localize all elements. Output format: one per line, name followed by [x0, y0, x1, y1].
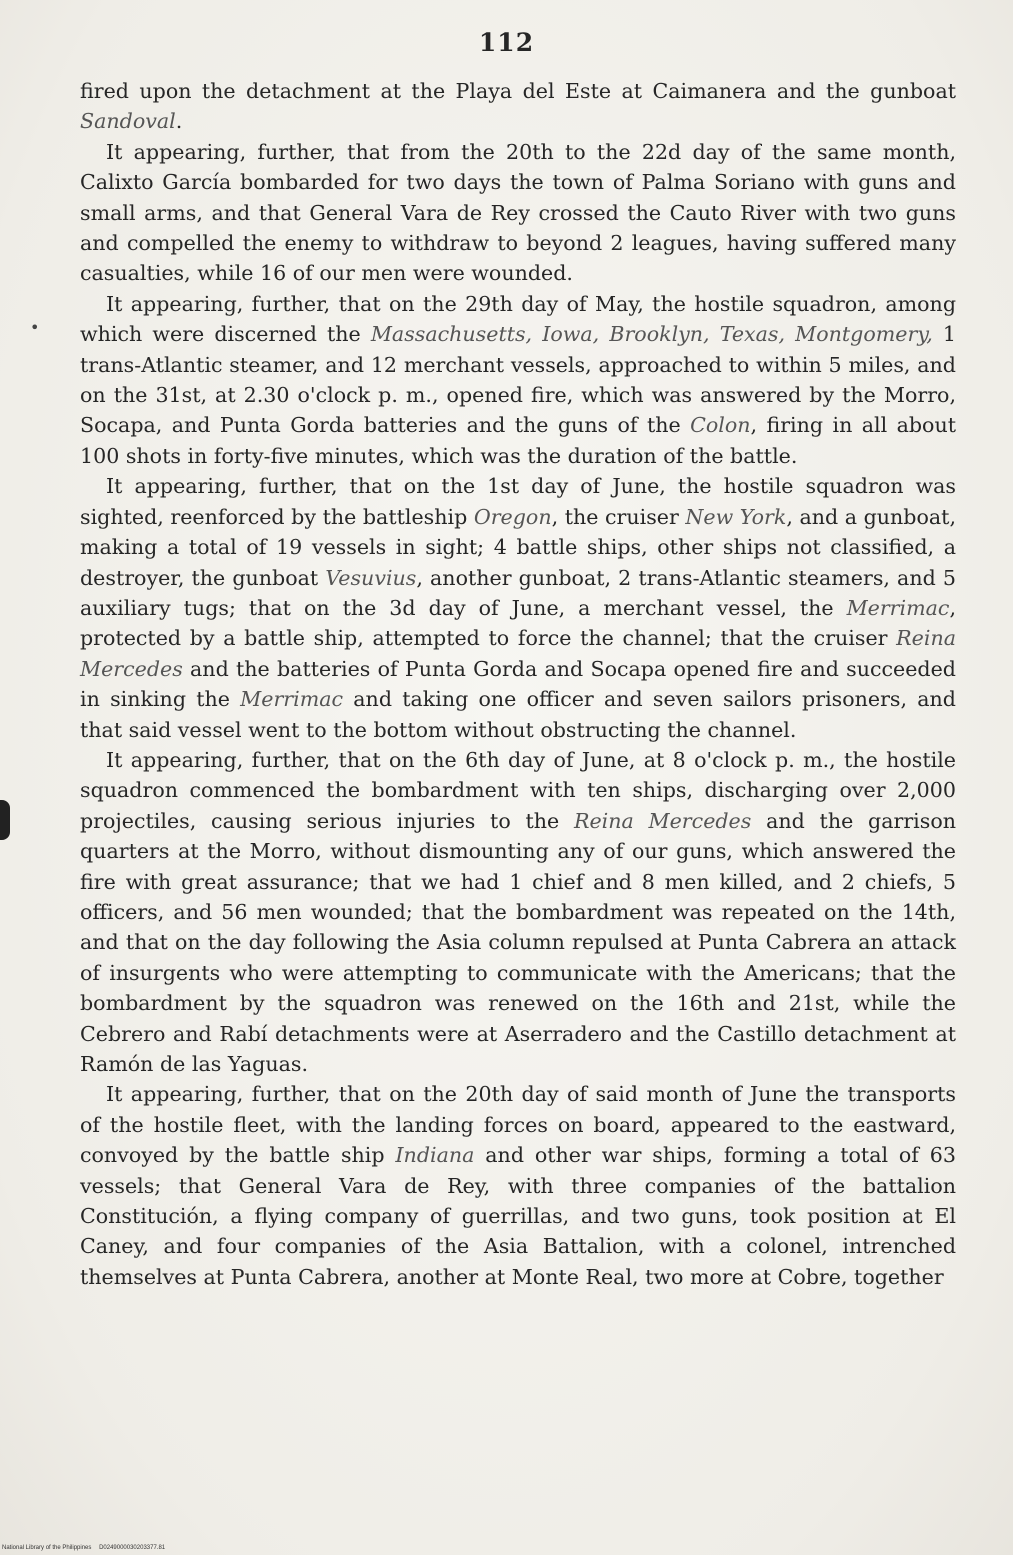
ship-name: Reina Mercedes [80, 626, 956, 681]
scan-footer [2, 1545, 165, 1551]
scan-code: D0249000030203377.81 [99, 1545, 166, 1551]
ship-name: Vesuvius [325, 565, 417, 590]
ship-name: Indiana [395, 1143, 475, 1168]
paragraph-5: It appearing, further, that on the 6th day of June, at 8 o'clock p. m., the hostile squadron commenced the bombardment with ten ships, discharging over 2,000 projectiles, causing serious injuries to the Reina Mercedes and the garrison quarters at the Morro, without dismounting any of our guns, which answered the fire with great assurance; that we had 1 chief and 8 men killed, and 2 chiefs, 5 officers, and 56 men wounded; that the bombardment was repeated on the 14th, and that on the day following the Asia column repulsed at Punta Cabrera an attack of insurgents who were attempting to communicate with the Americans; that the bombardment by the squadron was renewed on the 16th and 21st, while the Cebrero and Rabí detachments were at Aserradero and the Castillo detachment at Ramón de las Yaguas. [80, 747, 956, 1076]
ship-name: Oregon [473, 504, 552, 529]
margin-mark: • [30, 318, 40, 337]
body-text [80, 76, 956, 1292]
ship-name: Reina Mercedes [573, 808, 752, 833]
library-credit: National Library of the Philippines [2, 1545, 92, 1551]
page-number: 112 [478, 28, 535, 57]
paragraph-3: It appearing, further, that on the 29th day of May, the hostile squadron, among which were discerned the Massachusetts, Iowa, Brooklyn, Texas, Montgomery, 1 trans-Atlantic steamer, and 12 merchant vessels, approached to within 5 miles, and on the 31st, at 2.30 o'clock p. m., opened fire, which was answered by the Morro, Socapa, and Punta Gorda batteries and the guns of the Colon, firing in all about 100 shots in forty-five minutes, which was the duration of the battle. [80, 291, 956, 468]
ship-name: Merrimac [846, 595, 950, 620]
ship-name: Merrimac [240, 687, 344, 712]
ship-name: Colon [690, 413, 751, 438]
ship-name: Sandoval [80, 109, 176, 134]
paragraph-4: It appearing, further, that on the 1st day of June, the hostile squadron was sighted, reenforced by the battleship Oregon, the cruiser New York, and a gunboat, making a total of 19 vessels in sight; 4 battle ships, other ships not classified, a destroyer, the gunboat Vesuvius, another gunboat, 2 trans-Atlantic steamers, and 5 auxiliary tugs; that on the 3d day of June, a merchant vessel, the Merrimac, protected by a battle ship, attempted to force the channel; that the cruiser Reina Mercedes and the batteries of Punta Gorda and Socapa opened fire and succeeded in sinking the Merrimac and taking one officer and seven sailors prisoners, and that said vessel went to the bottom without obstructing the channel. [80, 474, 956, 742]
ship-names: Massachusetts, Iowa, Brooklyn, Texas, Montgomery, [370, 322, 933, 347]
ship-name: New York [685, 504, 787, 529]
paragraph-2: It appearing, further, that from the 20th to the 22d day of the same month, Calixto García bombarded for two days the town of Palma Soriano with guns and small arms, and that General Vara de Rey crossed the Cauto River with two guns and compelled the enemy to withdraw to beyond 2 leagues, having suffered many casualties, while 16 of our men were wounded. [80, 139, 956, 286]
scan-edge-mark [0, 800, 10, 840]
paragraph-6: It appearing, further, that on the 20th day of said month of June the transports of the hostile fleet, with the landing forces on board, appeared to the eastward, convoyed by the battle ship Indiana and other war ships, forming a total of 63 vessels; that General Vara de Rey, with three companies of the battalion Constitución, a flying company of guerrillas, and two guns, took position at El Caney, and four companies of the Asia Battalion, with a colonel, intrenched themselves at Punta Cabrera, another at Monte Real, two more at Cobre, together [80, 1082, 956, 1289]
paragraph-1: fired upon the detachment at the Playa del Este at Caimanera and the gunboat Sandoval. [80, 79, 956, 134]
